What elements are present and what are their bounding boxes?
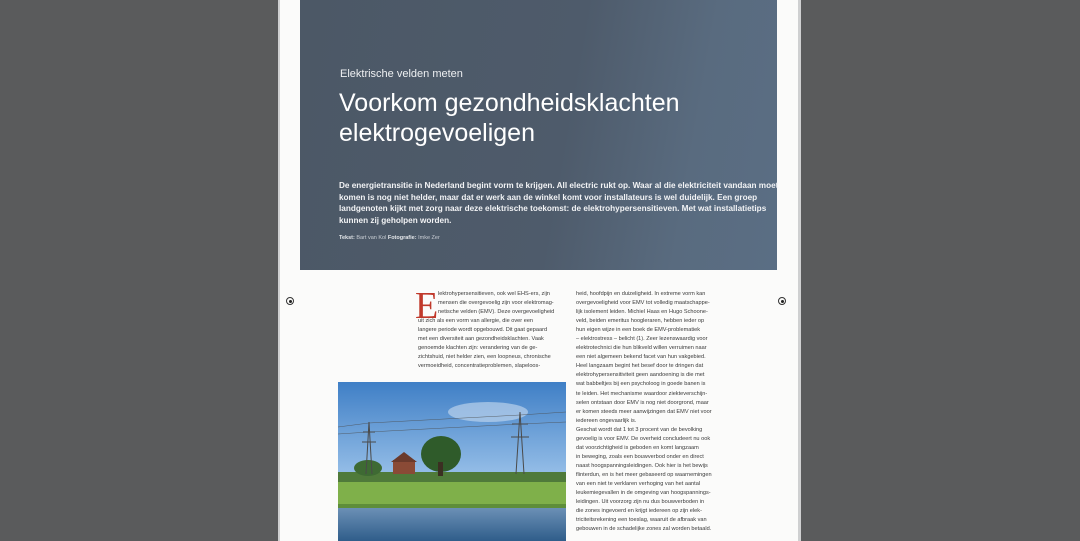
header-band [300, 0, 777, 270]
column-line: vermoeidheid, concentratieproblemen, slapeloos- [418, 363, 541, 370]
article-intro: De energietransitie in Nederland begint vorm te krijgen. All electric rukt op. Waar al die elektriciteit vandaan moet komen is nog niet helder, maar dat er werk aan de winkel komt voor installateurs is wel duidelijk. Een groep landgenoten kijkt met zorg naar deze elektrische toekomst: de elektrohypersensitieven. Met wat installatietips kunnen zij geholpen worden. [339, 181, 779, 225]
magazine-page [280, 0, 798, 541]
headline-line-2: elektrogevoeligen [339, 119, 535, 147]
drop-cap: E [415, 285, 439, 327]
column-line: selen ontstaan door EMV is nog niet doorgrond, maar [576, 399, 709, 406]
column-line: elektrotechnici die hun blikveld willen verruimen naar [576, 345, 707, 352]
article-kicker: Elektrische velden meten [340, 68, 463, 80]
column-line: flinterdun, en is het meer gebaseerd op waarnemingen [576, 471, 712, 478]
column-line: genoemde klachten zijn: verandering van de ge- [418, 345, 538, 352]
right-column [576, 290, 722, 534]
column-line: hun eigen wijze in een boek de EMV-problematiek [576, 327, 701, 334]
column-line: zichtshuid, niet helder zien, een loopneus, chronische [418, 354, 551, 361]
column-line: elektrohypersensitiviteit geen aandoening is die met [576, 372, 705, 379]
registration-mark-left [286, 297, 294, 305]
column-line: gebouwen in de schadelijke zones zal worden betaald. [576, 526, 712, 533]
column-line: uit zich als een vorm van allergie, die over een [418, 318, 534, 325]
credit-text-label: Tekst: [339, 235, 355, 241]
credit-text-name: Bart van Kol [356, 235, 387, 241]
column-line: een niet algemeen bekend facet van hun vakgebied. [576, 354, 706, 361]
column-line: netische velden (EMV). Deze overgevoeligheid [438, 309, 555, 316]
column-line: die zones ingevoerd en krijgt iedereen op zijn elek- [576, 508, 702, 515]
column-line: iedereen ongevaarlijk is. [576, 417, 637, 424]
column-line: lektrohypersensitieven, ook wel EHS-ers, zijn [438, 291, 550, 297]
headline-line-1: Voorkom gezondheidsklachten [339, 89, 680, 117]
left-column [418, 290, 570, 371]
column-line: Geschat wordt dat 1 tot 3 procent van de bevolking [576, 426, 703, 433]
column-line: lijk isolement leiden. Michiel Haas en Hugo Schoone- [576, 309, 708, 316]
column-line: leukemiegevallen in de omgeving van hoogspannings- [576, 490, 711, 497]
column-line: van een niet te verklaren verhoging van het aantal [576, 480, 701, 487]
column-line: Heel langzaam begint het besef door te dringen dat [576, 363, 704, 370]
column-line: er komen steeds meer aanwijzingen dat EMV niet voor [576, 408, 712, 415]
registration-mark-right [778, 297, 786, 305]
column-line: met een diversiteit aan gezondheidsklachten. Vaak [418, 336, 544, 343]
column-line: overgevoeligheid voor EMV tot volledig maatschappe- [576, 300, 710, 307]
credit-photo-name: Imke Zer [418, 235, 440, 241]
article-credit [339, 235, 440, 241]
column-line: veld, beiden emeritus hoogleraren, hebben ieder op [576, 318, 705, 325]
column-line: gevoelig is voor EMV. De overheid concludeert nu ook [576, 435, 711, 442]
column-line: wat babbeltjes bij een psycholoog in goede banen is [576, 381, 706, 388]
article-photo [338, 382, 566, 541]
column-line: in beweging, zoals een bouwverbod onder en direct [576, 453, 704, 460]
column-line: triciteitsrekening een toeslag, waaruit de afbraak van [576, 517, 707, 524]
column-line: leidingen. Uit voorzorg zijn nu dus bouwverboden in [576, 499, 705, 506]
column-line: langere periode wordt opgebouwd. Dit gaat gepaard [418, 327, 548, 334]
column-line: – elektrostress – belicht (1). Zeer lezenswaardig voor [576, 336, 708, 343]
column-line: naast hoogspanningsleidingen. Ook hier is het bewijs [576, 462, 708, 469]
column-line: mensen die overgevoelig zijn voor elektromag- [438, 300, 554, 307]
article-headline [339, 88, 759, 148]
column-line: heid, hoofdpijn en duizeligheid. In extreme vorm kan [576, 291, 706, 297]
credit-photo-label: Fotografie: [387, 235, 417, 241]
column-line: te leiden. Het mechanisme waardoor ziekteverschijn- [576, 390, 708, 397]
column-line: dat voorzichtigheid is geboden en komt langzaam [576, 444, 699, 451]
